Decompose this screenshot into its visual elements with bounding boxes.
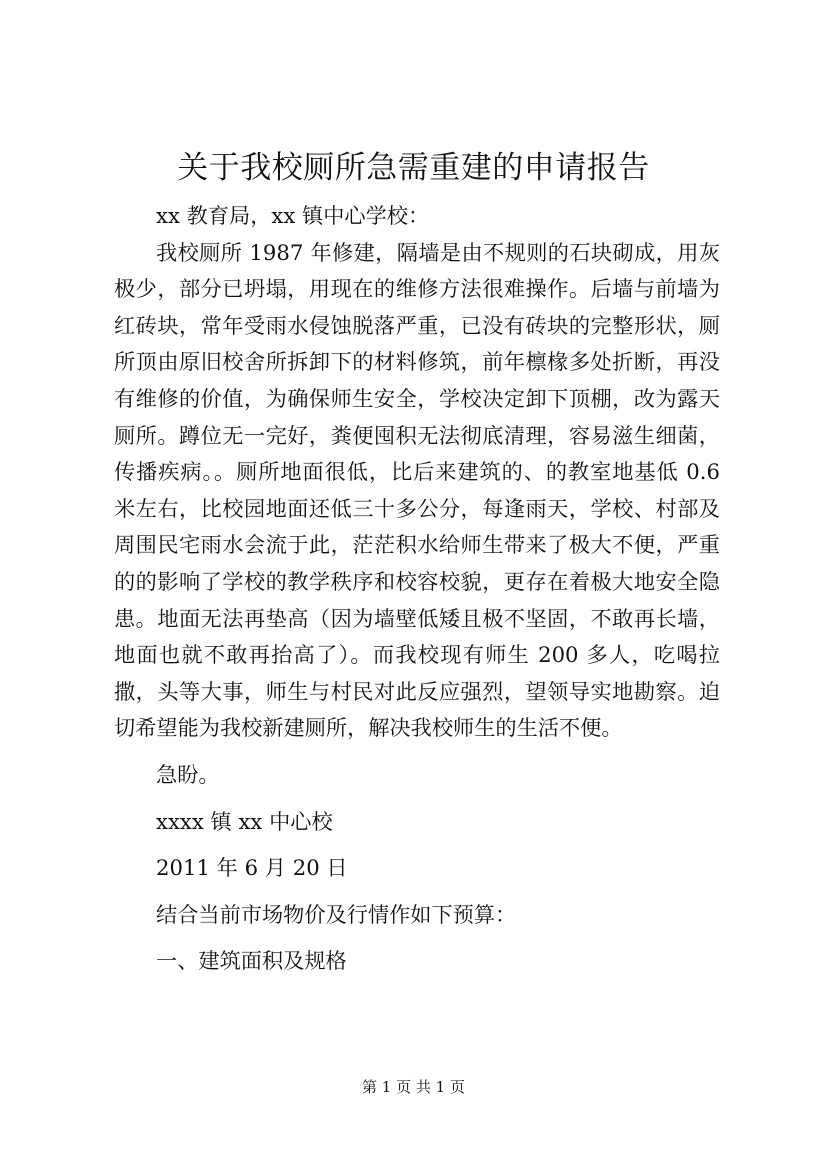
body-paragraph: 我校厕所 1987 年修建，隔墙是由不规则的石块砌成，用灰极少，部分已坍塌，用现在的维修方法很难操作。后墙与前墙为红砖块，常年受雨水侵蚀脱落严重，已没有砖块的完整形状，厕所顶由原旧校舍所拆卸下的材料修筑，前年檩椽多处折断，再没有维修的价值，为确保师生安全，学校决定卸下顶棚，改为露天厕所。蹲位无一完好，粪便囤积无法彻底清理，容易滋生细菌，传播疾病。。厕所地面很低，比后来建筑的、的教室地基低 0.6 米左右，比校园地面还低三十多公分，每逢雨天，学校、村部及周围民宅雨水会流于此，茫茫积水给师生带来了极大不便，严重的的影响了学校的教学秩序和校容校貌，更存在着极大地安全隐患。地面无法再垫高（因为墙壁低矮且极不坚固，不敢再长墙，地面也就不敢再抬高了）。而我校现有师生 200 多人，吃喝拉撒，头等大事，师生与村民对此反应强烈，望领导实地勘察。迫切希望能为我校新建厕所，解决我校师生的生活不便。 <box>114 239 720 741</box>
page-footer: 第 1 页 共 1 页 <box>362 1078 465 1096</box>
signature-line: xxxx 镇 xx 中心校 <box>156 808 333 834</box>
date-line: 2011 年 6 月 20 日 <box>156 855 348 881</box>
budget-intro: 结合当前市场物价及行情作如下预算： <box>156 901 517 927</box>
closing-line: 急盼。 <box>156 761 220 787</box>
document-title: 关于我校厕所急需重建的申请报告 <box>177 150 650 186</box>
salutation: xx 教育局，xx 镇中心学校： <box>156 203 430 228</box>
document-body <box>114 198 720 980</box>
section-heading: 一、建筑面积及规格 <box>156 948 347 974</box>
